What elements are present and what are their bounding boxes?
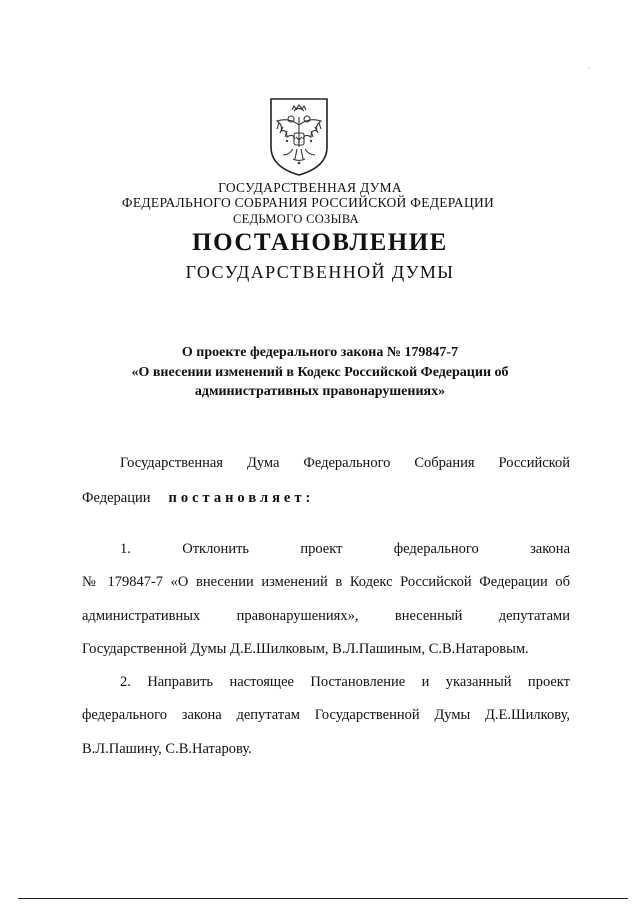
coat-of-arms-icon xyxy=(267,97,331,177)
convocation-line: СЕДЬМОГО СОЗЫВА xyxy=(233,212,359,226)
decree-keyword: постановляет: xyxy=(168,490,315,506)
document-subtitle: ГОСУДАРСТВЕННОЙ ДУМЫ xyxy=(185,262,455,282)
subject-line-2: «О внесении изменений в Кодекс Российской Федерации об xyxy=(131,365,509,380)
body-line-7: 2. Направить настоящее Постановление и указанный проект xyxy=(120,674,570,690)
document-type-title: ПОСТАНОВЛЕНИЕ xyxy=(192,229,448,256)
body-line-1: Государственная Дума Федерального Собрания Российской xyxy=(120,455,570,471)
body-line-4: № 179847-7 «О внесении изменений в Кодекс Российской Федерации об xyxy=(82,574,570,590)
body-line-6: Государственной Думы Д.Е.Шилковым, В.Л.Пашиным, С.В.Натаровым. xyxy=(82,641,529,657)
subject-line-1: О проекте федерального закона № 179847-7 xyxy=(181,345,459,360)
org-name-line-2: ФЕДЕРАЛЬНОГО СОБРАНИЯ РОССИЙСКОЙ ФЕДЕРАЦИИ xyxy=(121,195,495,210)
body-line-3: 1. Отклонить проект федерального закона xyxy=(120,541,570,557)
body-line-5: административных правонарушениях», внесенный депутатами xyxy=(82,608,570,624)
body-line-8: федерального закона депутатам Государственной Думы Д.Е.Шилкову, xyxy=(82,707,570,723)
subject-line-3: административных правонарушениях» xyxy=(194,384,446,399)
page-bottom-rule xyxy=(18,898,628,899)
body-line-2 xyxy=(82,490,570,507)
org-name-line-1: ГОСУДАРСТВЕННАЯ ДУМА xyxy=(218,180,402,195)
body-line-9: В.Л.Пашину, С.В.Натарову. xyxy=(82,741,252,757)
scan-mark: · xyxy=(588,66,590,72)
body-line-2-text: Федерации xyxy=(82,490,151,506)
